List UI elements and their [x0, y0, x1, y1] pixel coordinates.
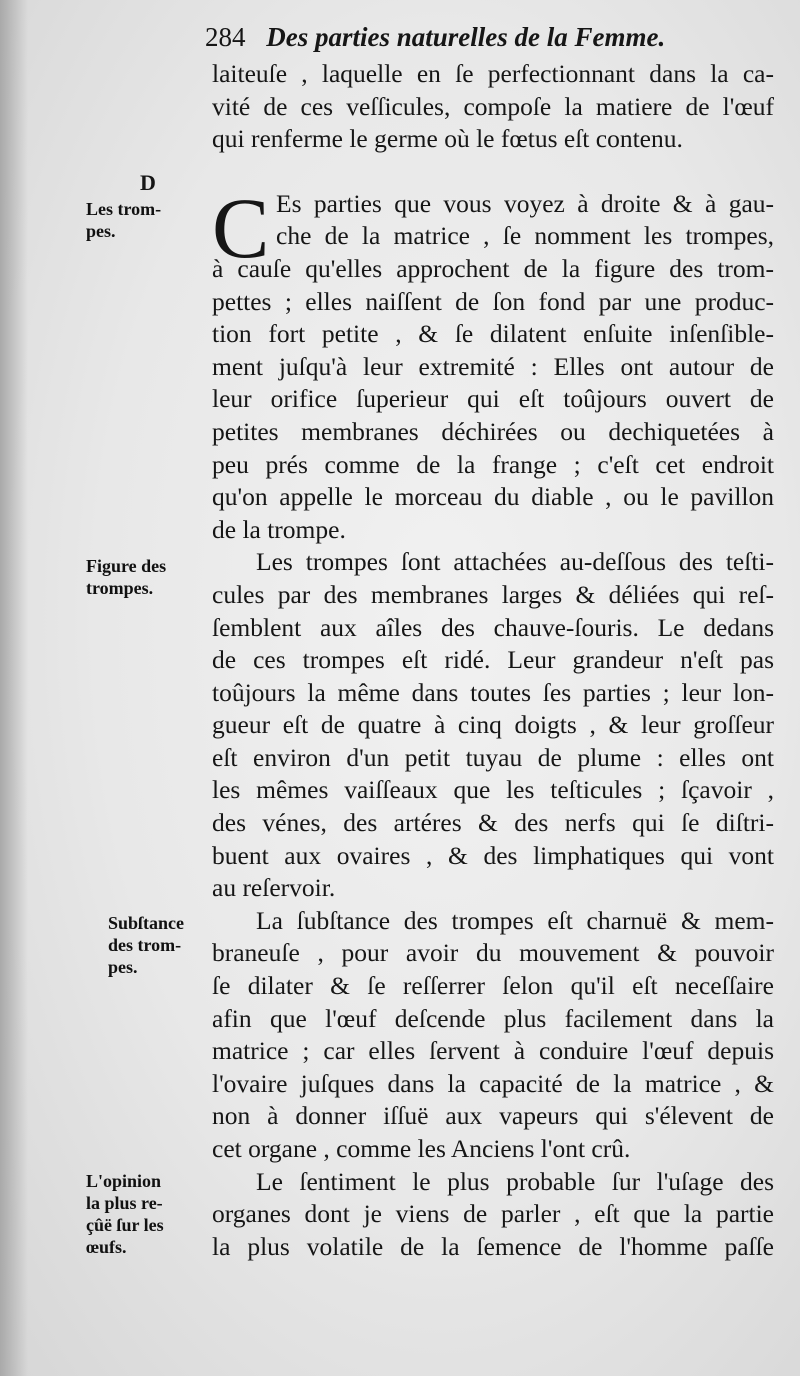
margin-note-figure — [86, 555, 206, 599]
text-line: Les trompes ſont attachées au-deſſous des teſti- — [256, 547, 774, 577]
text-line: Le ſentiment le plus probable ſur l'uſage des — [256, 1166, 774, 1196]
margin-note-line: L'opinion — [86, 1171, 162, 1191]
text-line: buent aux ovaires , & des limphatiques qui vont — [212, 840, 774, 870]
text-line: non à donner iſſuë aux vapeurs qui s'élevent de — [212, 1101, 774, 1131]
text-line: petites membranes déchirées ou dechiquetées à — [212, 416, 774, 446]
text-line: qu'on appelle le morceau du diable , ou le pavillon — [212, 482, 774, 512]
text-line: de la trompe. — [212, 514, 346, 544]
margin-note-line: trompes. — [86, 578, 154, 598]
text-line: ſe dilater & ſe reſſerrer ſelon qu'il eſt neceſſaire — [212, 971, 774, 1001]
text-line: gueur eſt de quatre à cinq doigts , & leur groſſeur — [212, 710, 774, 740]
text-line: peu prés comme de la frange ; c'eſt cet endroit — [212, 449, 774, 479]
margin-note-opinion — [86, 1170, 206, 1258]
text-line: au reſervoir. — [212, 873, 336, 903]
text-line: laiteuſe , laquelle en ſe perfectionnant dans la ca- — [212, 59, 774, 88]
margin-note-trompes — [86, 198, 206, 242]
text-line: les mêmes vaiſſeaux que les teſticules ; ſçavoir , — [212, 775, 774, 805]
gutter-shadow — [0, 0, 28, 1376]
text-line: matrice ; car elles ſervent à conduire l'œuf depuis — [212, 1036, 774, 1066]
text-line: Es parties que vous voyez à droite & à gau- — [276, 188, 774, 218]
page-number: 284 — [205, 22, 246, 52]
signature-mark: D — [140, 170, 156, 195]
text-line: afin que l'œuf deſcende plus facilement dans la — [212, 1003, 774, 1033]
margin-note-line: des trom- — [108, 935, 182, 955]
margin-note-line: Les trom- — [86, 199, 162, 219]
text-line: des vénes, des artéres & des nerfs qui ſe diſtri- — [212, 808, 774, 838]
text-line: qui renferme le germe où le fœtus eſt contenu. — [212, 124, 683, 154]
text-line: pettes ; elles naiſſent de ſon fond par une produc- — [212, 286, 774, 316]
body-text — [212, 58, 774, 1263]
margin-note-line: Subſtance — [108, 913, 185, 933]
margin-note-line: çûë ſur les — [86, 1215, 164, 1235]
text-line: eſt environ d'un petit tuyau de plume : elles ont — [212, 742, 774, 772]
margin-note-line: la plus re- — [86, 1193, 163, 1213]
margin-note-line: œufs. — [86, 1237, 127, 1257]
text-line: vité de ces veſſicules, compoſe la matiere de l'œuf — [212, 91, 774, 121]
margin-note-line: pes. — [86, 221, 116, 241]
text-line: leur orifice ſuperieur qui eſt toûjours ouvert de — [212, 384, 774, 414]
text-line: toûjours la même dans toutes ſes parties ; leur lon- — [212, 677, 774, 707]
text-line: ſemblent aux aîles des chauve-ſouris. Le dedans — [212, 612, 774, 642]
text-line: cet organe , comme les Anciens l'ont crû. — [212, 1134, 631, 1163]
margin-note-line: Figure des — [86, 556, 167, 576]
text-line: l'ovaire juſques dans la capacité de la matrice , & — [212, 1068, 774, 1098]
text-line: à cauſe qu'elles approchent de la figure des trom- — [212, 253, 774, 283]
text-line: ment juſqu'à leur extremité : Elles ont autour de — [212, 351, 774, 381]
margin-note-line: pes. — [108, 957, 138, 977]
text-line: braneuſe , pour avoir du mouvement & pouvoir — [212, 938, 774, 968]
text-line: la plus volatile de la ſemence de l'homme paſſe — [212, 1231, 774, 1261]
text-line: de ces trompes eſt ridé. Leur grandeur n'eſt pas — [212, 645, 774, 675]
text-line: cules par des membranes larges & déliées qui reſ- — [212, 579, 774, 609]
text-line: tion fort petite , & ſe dilatent enſuite inſenſible- — [212, 319, 774, 349]
running-title: Des parties naturelles de la Femme. — [266, 22, 666, 52]
drop-cap: C — [212, 180, 270, 276]
page-header — [205, 20, 765, 54]
text-line: La ſubſtance des trompes eſt charnuë & mem- — [256, 905, 774, 935]
text-line: che de la matrice , ſe nomment les trompes, — [276, 221, 774, 251]
text-line: organes dont je viens de parler , eſt que la partie — [212, 1199, 774, 1229]
